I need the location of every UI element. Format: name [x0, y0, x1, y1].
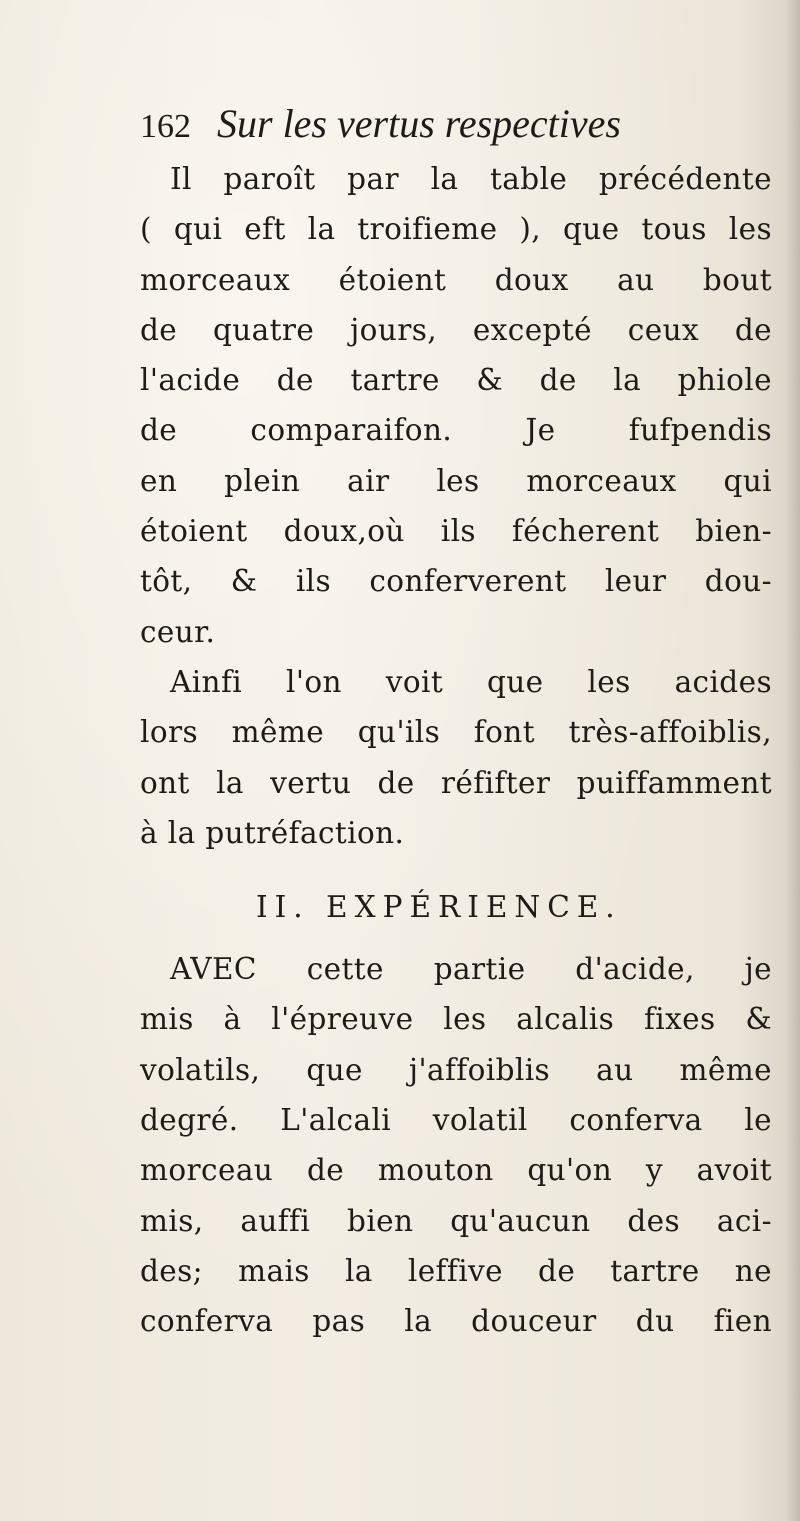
- text-line: conferva pas la douceur du fien: [140, 1304, 772, 1339]
- text-line: en plein air les morceaux qui: [140, 463, 772, 498]
- text-line: ceur.: [140, 614, 216, 649]
- text-line: étoient doux,où ils fécherent bien-: [140, 514, 772, 549]
- text-line: AVEC cette partie d'acide, je: [170, 952, 772, 987]
- text-line: l'acide de tartre & de la phiole: [140, 363, 772, 398]
- text-line: volatils, que j'affoiblis au même: [140, 1052, 772, 1087]
- text-line: tôt, & ils conferverent leur dou-: [140, 564, 772, 599]
- paragraph-3: [140, 944, 772, 1346]
- text-line: des; mais la leffive de tartre ne: [140, 1253, 772, 1288]
- text-line: à la putréfaction.: [140, 815, 405, 850]
- text-line: mis, auffi bien qu'aucun des aci-: [140, 1203, 772, 1238]
- page-number: 162: [140, 108, 191, 145]
- section-heading: II. EXPÉRIENCE.: [256, 890, 622, 925]
- text-line: Il paroît par la table précédente: [170, 162, 772, 196]
- text-line: Ainfi l'on voit que les acides: [170, 664, 772, 699]
- text-line: mis à l'épreuve les alcalis fixes &: [140, 1002, 772, 1037]
- page-edge-shadow: [786, 0, 800, 1521]
- text-line: de quatre jours, excepté ceux de: [140, 312, 772, 347]
- text-line: ont la vertu de réfifter puiffamment: [140, 765, 772, 800]
- text-line: de comparaifon. Je fufpendis: [140, 413, 772, 448]
- text-line: ( qui eft la troifieme ), que tous les: [140, 212, 772, 247]
- text-line: morceau de mouton qu'on y avoit: [140, 1153, 772, 1188]
- page-header: [140, 100, 760, 151]
- paragraph-1: [140, 154, 772, 657]
- text-line: degré. L'alcali volatil conferva le: [140, 1103, 772, 1138]
- paragraph-2: [140, 657, 772, 858]
- text-line: lors même qu'ils font très-affoiblis,: [140, 715, 772, 750]
- body-text: [140, 154, 772, 1347]
- running-head: Sur les vertus respectives: [217, 101, 621, 146]
- text-line: morceaux étoient doux au bout: [140, 262, 772, 297]
